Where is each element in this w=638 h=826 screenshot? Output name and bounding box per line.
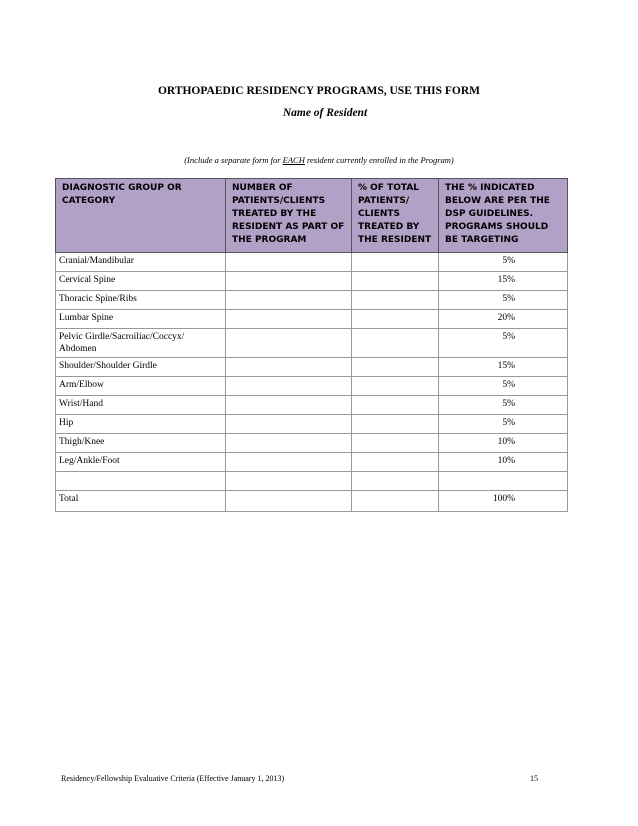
number-cell[interactable] [226, 272, 352, 291]
target-cell: 5% [439, 329, 568, 358]
name-of-resident-label: Name of Resident [282, 107, 368, 119]
target-cell: 5% [439, 377, 568, 396]
table-row [56, 434, 568, 453]
table-row [56, 396, 568, 415]
number-cell[interactable] [226, 434, 352, 453]
table-header-row [56, 179, 568, 253]
number-cell[interactable] [226, 453, 352, 472]
number-cell[interactable] [226, 291, 352, 310]
table-row [56, 253, 568, 272]
percent-total-cell[interactable] [352, 253, 439, 272]
percent-total-cell[interactable] [352, 310, 439, 329]
target-cell: 5% [439, 291, 568, 310]
number-cell[interactable] [226, 377, 352, 396]
number-cell[interactable] [226, 396, 352, 415]
percent-total-cell[interactable] [352, 358, 439, 377]
category-cell: Pelvic Girdle/Sacroiliac/Coccyx/ Abdomen [56, 329, 226, 358]
table-row [56, 329, 568, 358]
column-header-category: DIAGNOSTIC GROUP OR CATEGORY [56, 179, 226, 253]
category-cell: Leg/Ankle/Foot [56, 453, 226, 472]
percent-total-cell[interactable] [352, 272, 439, 291]
table-row [56, 377, 568, 396]
number-cell[interactable] [226, 358, 352, 377]
number-cell[interactable] [226, 253, 352, 272]
table-row [56, 310, 568, 329]
table-row [56, 415, 568, 434]
target-cell: 5% [439, 396, 568, 415]
page-footer [61, 774, 538, 783]
category-cell: Thoracic Spine/Ribs [56, 291, 226, 310]
percent-total-cell[interactable] [352, 453, 439, 472]
table-row [56, 291, 568, 310]
page-title: ORTHOPAEDIC RESIDENCY PROGRAMS, USE THIS FORM [157, 85, 481, 97]
footer-text: Residency/Fellowship Evaluative Criteria (Effective January 1, 2013) [61, 774, 285, 783]
table-row [56, 272, 568, 291]
percent-total-cell[interactable] [352, 291, 439, 310]
table-row [56, 453, 568, 472]
number-cell[interactable] [226, 329, 352, 358]
category-cell: Lumbar Spine [56, 310, 226, 329]
percent-total-cell[interactable] [352, 415, 439, 434]
column-header-number: NUMBER OF PATIENTS/CLIENTS TREATED BY THE RESIDENT AS PART OF THE PROGRAM [226, 179, 352, 253]
column-header-percent-total: % OF TOTAL PATIENTS/ CLIENTS TREATED BY THE RESIDENT [352, 179, 439, 253]
page-number: 15 [530, 774, 538, 783]
instruction-emphasis: EACH [282, 155, 305, 165]
category-cell: Cranial/Mandibular [56, 253, 226, 272]
percent-total-cell[interactable] [352, 329, 439, 358]
category-cell: Thigh/Knee [56, 434, 226, 453]
number-cell[interactable] [226, 415, 352, 434]
target-cell: 15% [439, 358, 568, 377]
category-cell: Cervical Spine [56, 272, 226, 291]
target-cell: 10% [439, 453, 568, 472]
percent-total-cell[interactable] [352, 377, 439, 396]
target-cell: 100% [439, 491, 568, 512]
percent-total-cell[interactable] [352, 434, 439, 453]
category-cell: Shoulder/Shoulder Girdle [56, 358, 226, 377]
target-cell [439, 472, 568, 491]
category-cell: Hip [56, 415, 226, 434]
target-cell: 5% [439, 253, 568, 272]
target-cell: 15% [439, 272, 568, 291]
category-cell: Wrist/Hand [56, 396, 226, 415]
table-row-blank [56, 472, 568, 491]
instruction-post: resident currently enrolled in the Program) [304, 155, 454, 165]
category-cell: Arm/Elbow [56, 377, 226, 396]
category-cell: Total [56, 491, 226, 512]
target-cell: 5% [439, 415, 568, 434]
percent-total-cell[interactable] [352, 491, 439, 512]
diagnostic-category-table [55, 178, 568, 512]
number-cell[interactable] [226, 310, 352, 329]
number-cell[interactable] [226, 472, 352, 491]
percent-total-cell[interactable] [352, 396, 439, 415]
column-header-target: THE % INDICATED BELOW ARE PER THE DSP GUIDELINES. PROGRAMS SHOULD BE TARGETING [439, 179, 568, 253]
table-row [56, 358, 568, 377]
category-cell[interactable] [56, 472, 226, 491]
target-cell: 10% [439, 434, 568, 453]
percent-total-cell[interactable] [352, 472, 439, 491]
number-cell[interactable] [226, 491, 352, 512]
target-cell: 20% [439, 310, 568, 329]
table-row-total [56, 491, 568, 512]
instruction-pre: (Include a separate form for [184, 155, 283, 165]
form-instruction [0, 155, 638, 165]
